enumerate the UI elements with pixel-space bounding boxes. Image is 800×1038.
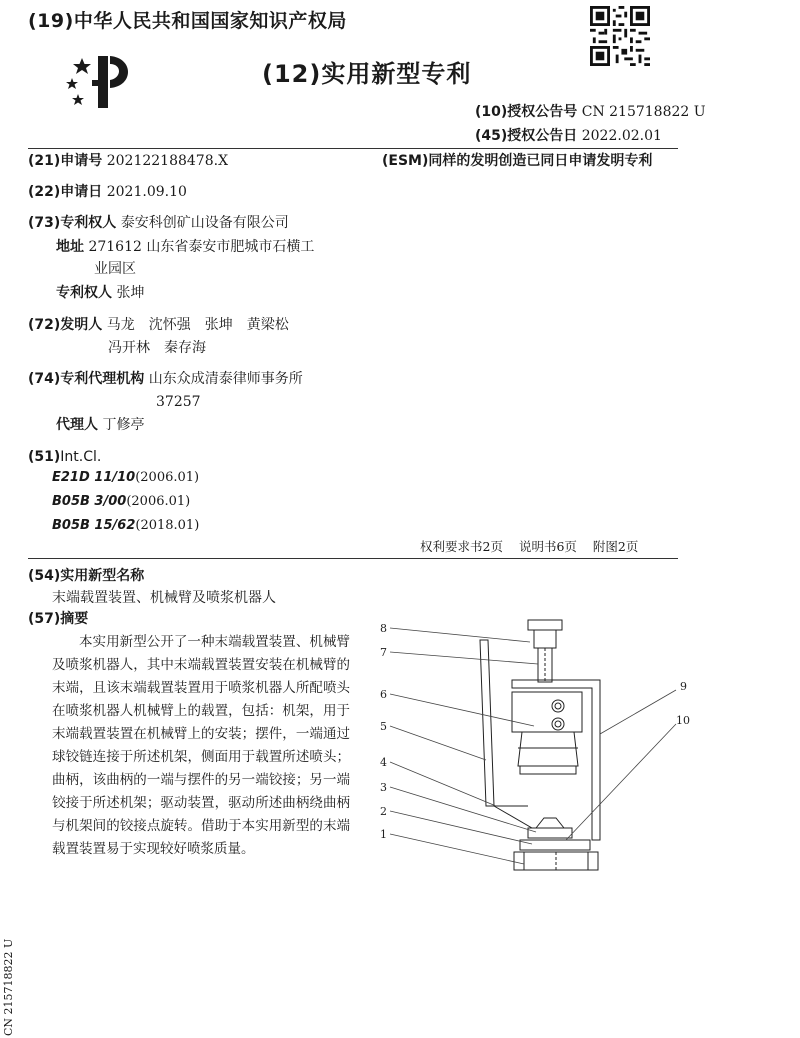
second-patentee-label: 专利权人 [56,285,112,301]
figure-label: 5 [380,720,387,733]
ipc-class: E21D 11/10 [52,470,136,485]
abstract-section-row [28,608,88,630]
qr-code-icon [590,6,650,66]
pub-date-value: 2022.02.01 [581,128,662,144]
publication-number-row [475,101,706,121]
ipc-header-row [28,446,101,468]
patentee-name: 泰安科创矿山设备有限公司 [120,215,289,231]
crank-link [494,806,568,828]
second-patentee-name: 张坤 [116,285,145,301]
figure-label: 4 [380,756,387,769]
abstract-label: 摘要 [60,611,89,627]
agency-row [28,368,303,390]
ipc-year: (2006.01) [126,494,191,509]
inventors-row [28,314,289,336]
esm-text: 同样的发明创造已同日申请发明专利 [428,153,653,169]
top-connector [534,630,556,648]
address-row [56,236,314,258]
app-no-label: 申请号 [60,153,103,169]
section-divider [28,558,678,559]
abstract-text: 本实用新型公开了一种末端载置装置、机械臂及喷浆机器人，其中末端载置装置安装在机械臂的末端，且该末端载置装置用于喷浆机器人所配喷头在喷浆机器人机械臂上的载置，包括：机架，用于末端载置装置在机械臂上的安装；摆件，一端通过球铰链连接于所述机架，侧面用于载置所述喷头；曲柄，该曲柄的一端与摆件的另一端铰接；另一端铰接于所述机架；驱动装置，驱动所述曲柄绕曲柄与机架间的铰接点旋转。借助于本实用新型的末端载置装置易于实现较好喷浆质量。 [52,634,350,857]
figure-label: 2 [380,805,387,818]
agency-number-row [156,391,201,413]
cnipa-logo-icon [64,50,134,112]
inventors-code: (72) [28,317,61,333]
title-section-row [28,565,144,587]
figure-label: 1 [380,828,387,841]
ipc-item [52,494,190,509]
ipc-class: B05B 15/62 [52,518,136,533]
utility-model-title [52,587,276,609]
crank-block [528,828,572,838]
description-pages: 说明书6页 [518,539,577,554]
application-date-row [28,181,187,203]
figure-label: 6 [380,688,387,701]
drive-plate [520,840,590,850]
publication-date-row [475,125,662,145]
ipc-year: (2018.01) [135,518,200,533]
inventors-line1: 马龙 沈怀强 张坤 黄梁松 [106,317,289,333]
ipc-item [52,470,199,485]
agent-name: 丁修亭 [102,417,145,433]
agent-label: 代理人 [56,417,98,433]
page-counts [420,537,654,555]
title-text: 末端载置装置、机械臂及喷浆机器人 [52,590,276,606]
figure-label: 8 [380,622,387,635]
title-label: 实用新型名称 [60,568,145,584]
esm-note [382,150,652,170]
figure-label: 3 [380,781,387,794]
claims-pages: 权利要求书2页 [420,539,503,554]
swing-arm [480,640,494,806]
nozzle-ring [520,766,576,774]
figure-label: 7 [380,646,387,659]
top-cap-block [528,620,562,630]
pub-date-label: 授权公告日 [507,128,578,144]
app-no-code: (21) [28,153,61,169]
abstract-code: (57) [28,611,61,627]
figure-label: 10 [676,714,690,727]
app-date-value: 2021.09.10 [106,184,187,200]
office-code: (19) [28,10,74,32]
technical-drawing [368,608,698,898]
inventors-line2: 冯开林 秦存海 [108,340,206,356]
pub-no-label: 授权公告号 [507,104,578,120]
agency-name: 山东众成清泰律师事务所 [148,371,303,387]
nozzle-housing [512,692,582,732]
office-header [28,6,347,33]
ipc-code: (51) [28,449,61,465]
patentee-code: (73) [28,215,61,231]
title-code: (54) [28,568,61,584]
application-number-row [28,150,228,172]
drawing-pages: 附图2页 [592,539,639,554]
nozzle-cone [518,732,578,766]
office-name: 中华人民共和国国家知识产权局 [73,10,347,32]
agency-label: 专利代理机构 [60,371,145,387]
address-line2: 业园区 [94,261,136,277]
ipc-year: (2006.01) [135,470,200,485]
inventors-continuation [108,337,206,359]
doc-code: (12) [262,60,322,88]
address-line1: 271612 山东省泰安市肥城市石横工 [88,239,315,255]
pub-date-code: (45) [475,128,508,144]
app-date-label: 申请日 [60,184,103,200]
agency-number: 37257 [156,394,201,410]
inventors-label: 发明人 [60,317,103,333]
ipc-item [52,518,199,533]
document-type [262,54,471,89]
app-no-value: 202122188478.X [106,153,229,169]
patentee-label: 专利权人 [60,215,117,231]
pub-no-value: CN 215718822 U [581,104,706,120]
patentee-row [28,212,289,234]
address-label: 地址 [56,239,84,255]
side-publication-number: CN 215718822 U [2,938,15,1036]
second-patentee-row [56,282,144,304]
agent-row [56,414,144,436]
pub-no-code: (10) [475,104,508,120]
header-divider [28,148,678,149]
ipc-label: Int.Cl. [60,449,102,465]
agency-code: (74) [28,371,61,387]
address-continuation [94,258,136,280]
esm-code: (ESM) [382,153,429,169]
app-date-code: (22) [28,184,61,200]
figure-label: 9 [680,680,687,693]
doc-type-label: 实用新型专利 [321,60,472,88]
ipc-class: B05B 3/00 [52,494,127,509]
